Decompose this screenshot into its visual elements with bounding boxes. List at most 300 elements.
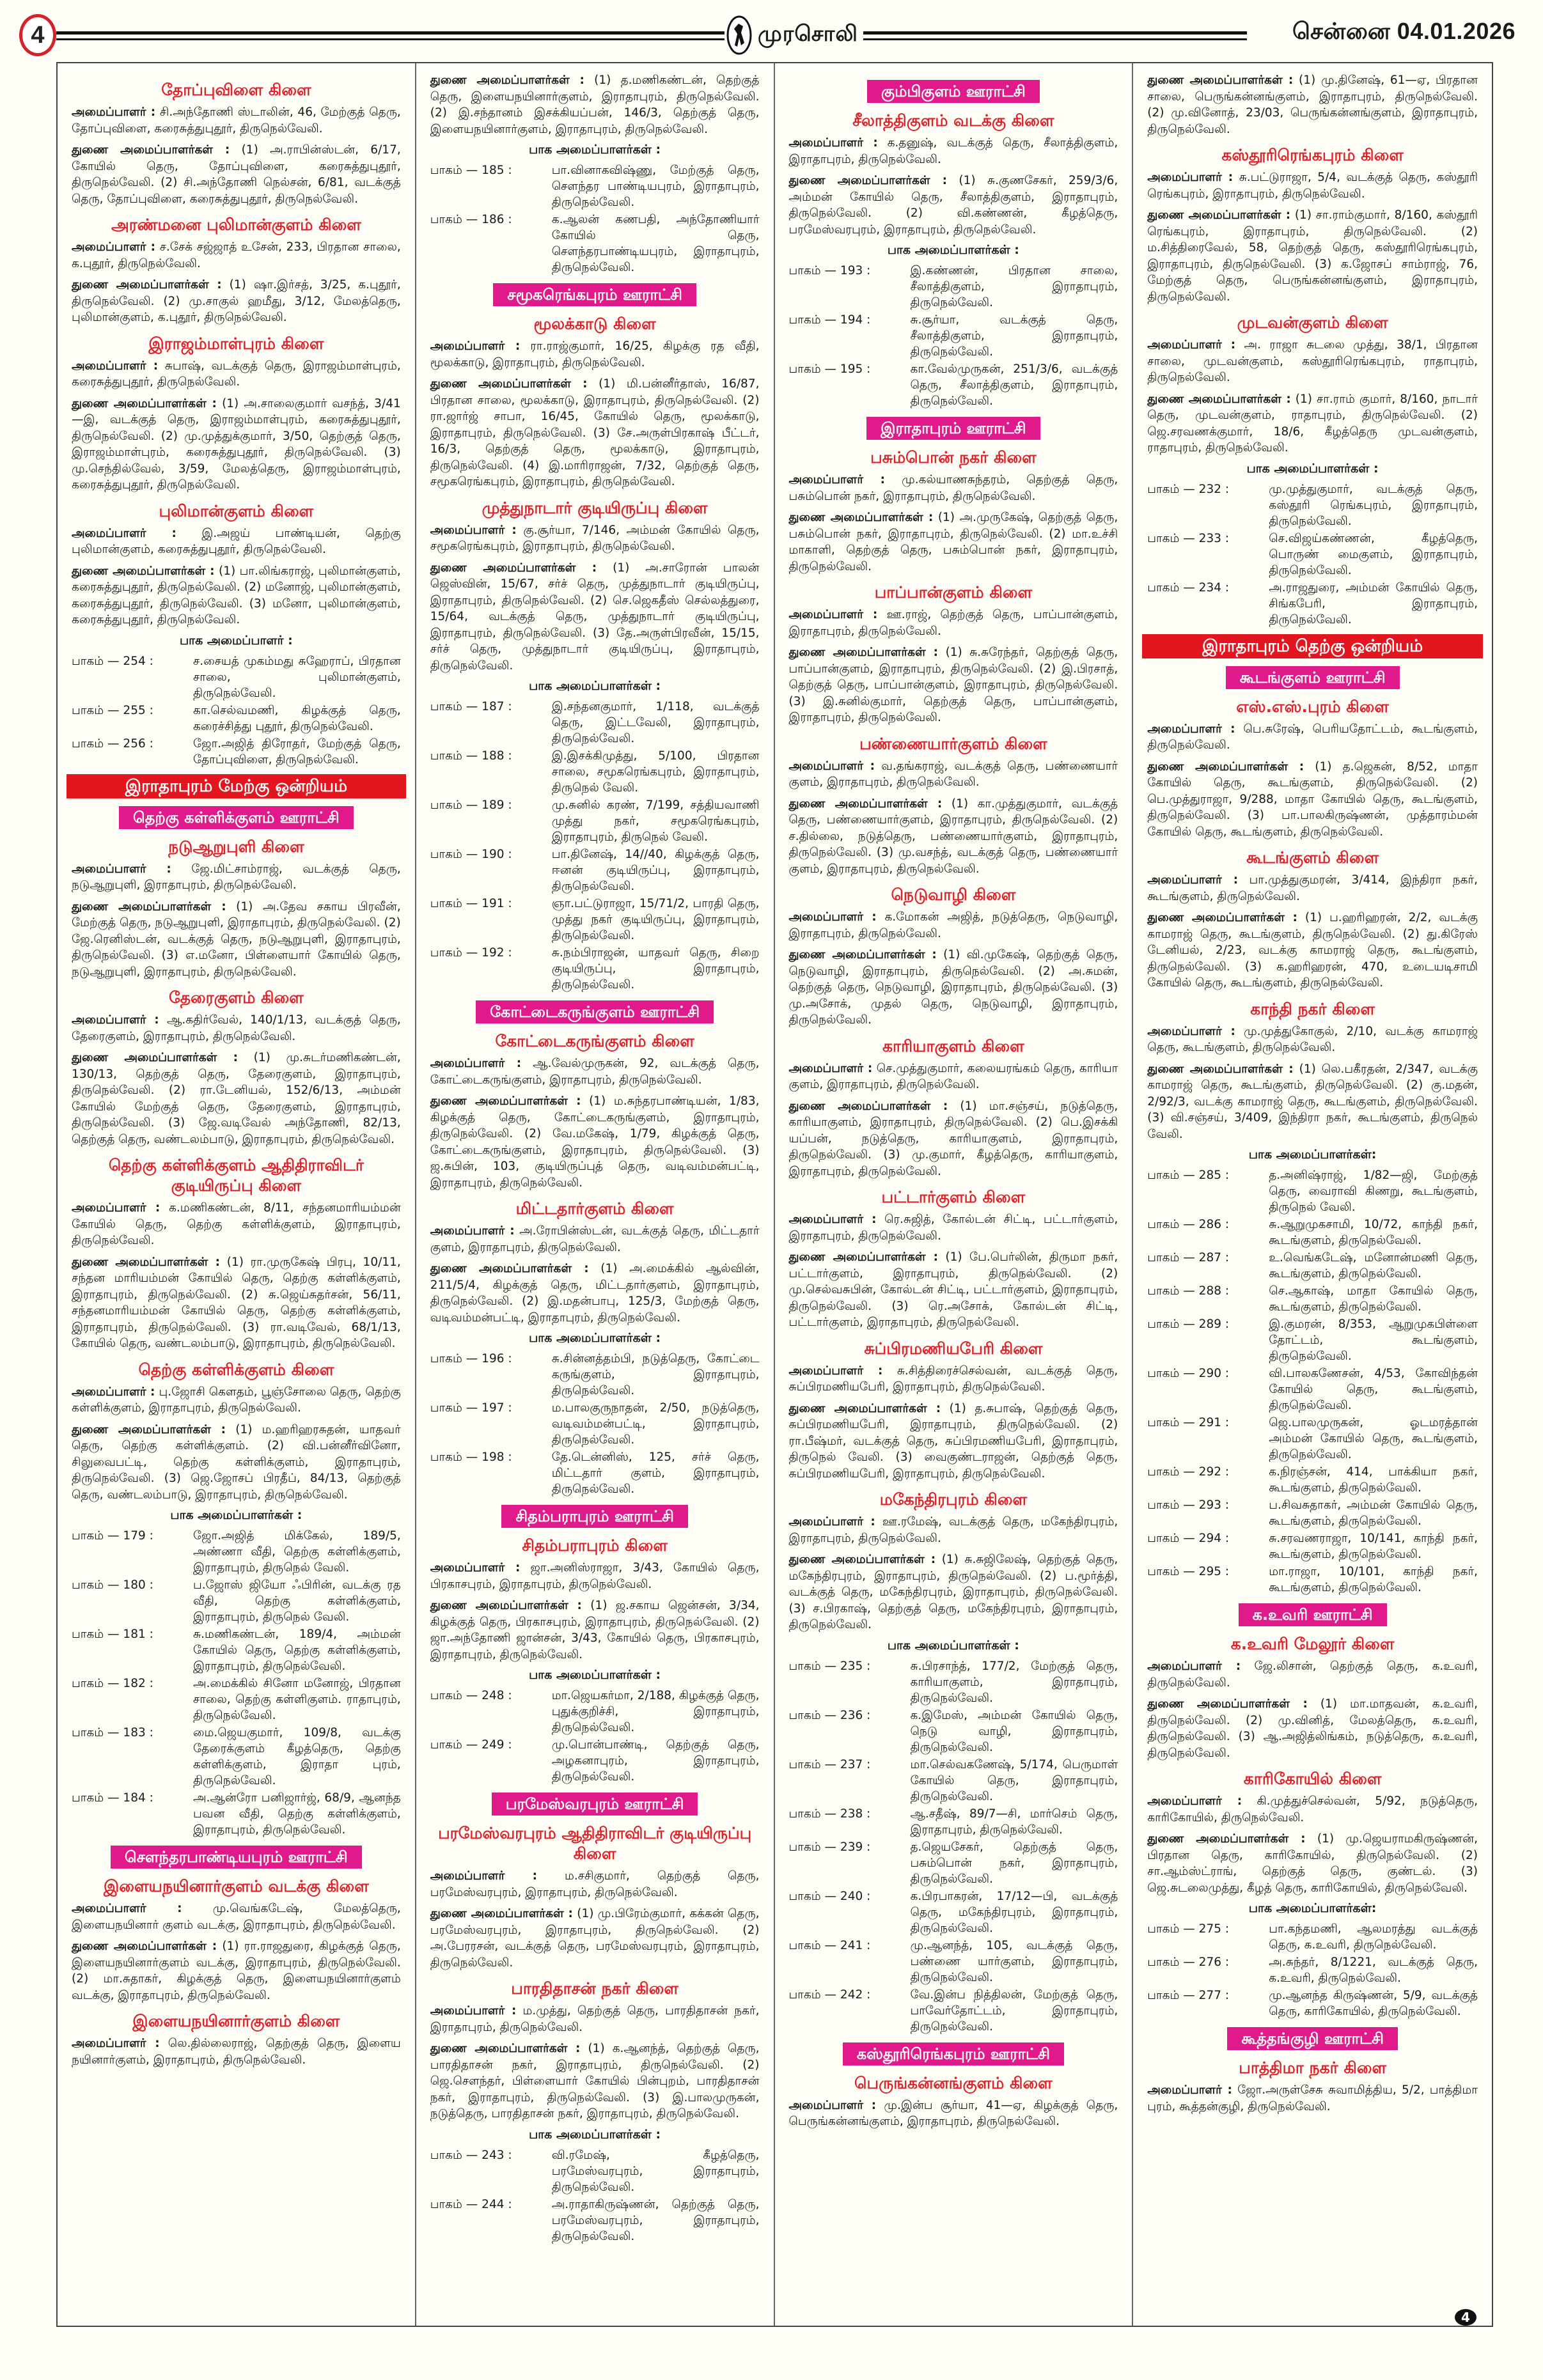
booth-number — [430, 896, 552, 944]
booth-colon: : — [1221, 1465, 1230, 1479]
branch-heading: பண்ணையார்குளம் கிளை — [859, 734, 1047, 753]
booth-number — [72, 1528, 193, 1576]
entry-label: துணை அமைப்பாளர்கள் : — [72, 278, 222, 292]
booth-organizer-text: க.பிரபாகரன், 17/12—பி, வடக்குத் தெரு, மகேந்திரபுரம், இராதாபுரம், திருநெல்வேலி. — [910, 1889, 1118, 1935]
deputy-organizers-entry — [1147, 391, 1478, 456]
booth-row — [789, 1658, 1118, 1706]
booth-colon: : — [504, 1738, 512, 1752]
booth-row — [1147, 481, 1478, 529]
booth-number — [72, 1790, 193, 1838]
booth-number-value: 232 — [1198, 482, 1221, 496]
entry-label: துணை அமைப்பாளர்கள் : — [1147, 1832, 1306, 1846]
entry-text: சு.சித்திரைச்செல்வன், வடக்குத் தெரு, சுப்பிரமணியபேரி, இராதாபுரம், திருநெல்வேலி. — [788, 1364, 1118, 1394]
branch-heading: தேரைகுளம் கிளை — [168, 988, 304, 1007]
entry-label: அமைப்பாளர் : — [1147, 1794, 1242, 1808]
entry-text: ம.சசிகுமார், தெற்குத் தெரு, பரமேஸ்வரபுரம், இராதாபுரம், திருநெல்வேலி. — [430, 1869, 760, 1899]
booth-colon: : — [145, 654, 153, 668]
booth-organizer-text: மு.சுனில் கரண், 7/199, சத்தியவாணி முத்து நகர், சமூகரெங்கபுரம், இராதாபுரம், திருநெல் வேலி. — [551, 798, 760, 844]
entry-text: ரா.ராஜ்குமார், 16/25, கிழக்கு ரத வீதி, மூலக்காடு, இராதாபுரம், திருநெல்வேலி. — [430, 339, 760, 369]
panchayat-banner-wrap — [72, 806, 401, 829]
booth-colon: : — [863, 313, 871, 327]
entry-text: (1) லெ.பகீரதன், 2/347, வடக்கு காமராஜ் தெரு, கூடங்குளம், திருநெல்வேலி. (2) கு.மதன், 2/92/3, வடக்கு காமராஜ் தெரு, கூடங்குளம், திருநெல்வேலி. (3) வி.சஞ்சய், 3/409, இந்திரா நகர், கூடங்குளம், திருநெல் வேலி. — [1147, 1062, 1478, 1141]
booth-colon: : — [863, 1987, 871, 2002]
organizer-entry — [1147, 337, 1478, 386]
booth-number — [1147, 1250, 1269, 1282]
booth-row — [430, 1737, 760, 1785]
booth-organizer-text: சு.நம்பிராஜன், யாதவர் தெரு, சிறை குடியிருப்பு, இராதாபுரம், திருநெல்வேலி. — [551, 946, 760, 992]
entry-label: துணை அமைப்பாளர்கள் : — [72, 143, 230, 157]
entry-label: துணை அமைப்பாளர்கள் : — [1147, 759, 1304, 774]
booth-prefix: பாகம் — — [1147, 1989, 1199, 2002]
booth-organizer-text: அ.ஆன்ரோ பனிஜார்ஜ், 68/9, ஆனந்த பவன வீதி, தெற்கு கள்ளிக்குளம், இராதாபுரம், திருநெல்வேலி. — [193, 1791, 401, 1837]
branch-heading: சுப்பிரமணியபேரி கிளை — [864, 1339, 1043, 1358]
booth-colon: : — [145, 1791, 153, 1805]
entry-label: துணை அமைப்பாளர்கள் : — [788, 174, 947, 187]
booth-number-value: 187 — [482, 700, 505, 713]
entry-label: துணை அமைப்பாளர்கள் : — [72, 1940, 217, 1953]
booth-number-value: 243 — [482, 2148, 505, 2162]
entry-text: மு.கல்யாணசுந்தரம், தெற்குத் தெரு, பசும்பொன் நகர், இராதாபுரம், திருநெல்வேலி. — [788, 473, 1118, 503]
entry-text: கி.முத்துச்செல்வன், 5/92, நடுத்தெரு, காரிகோயில், திருநெல்வேலி. — [1147, 1794, 1478, 1824]
booth-row — [1147, 1564, 1478, 1596]
booth-organizer-text: மா.ராஜா, 10/101, காந்தி நகர், கூடங்குளம், திருநெல்வேலி. — [1269, 1565, 1478, 1594]
entry-text: (1) சா.ராம்குமார், 8/160, கஸ்தூரி ரெங்கபுரம், இராதாபுரம், திருநெல்வேலி. (2) ம.சித்திரைவேல், 58, தெற்குத் தெரு, கஸ்தூரிரெங்கபுரம், இராதாபுரம், திருநெல்வேலி. (3) க.ஜோசப் சாம்ராஜ், 76, மேற்குத் தெரு, பெருங்கன்னங்குளம், இராதாபுரம், திருநெல்வேலி. — [1147, 208, 1478, 304]
organizer-entry — [789, 135, 1118, 167]
entry-text: கு.சூர்யா, 7/146, அம்மன் கோயில் தெரு, சமூகரெங்கபுரம், இராதாபுரம், திருநெல்வேலி. — [430, 523, 760, 553]
booth-prefix: பாகம் — — [430, 946, 482, 960]
booth-organizers-heading: பாக அமைப்பாளர்கள் : — [529, 1331, 661, 1345]
panchayat-banner-wrap — [789, 2042, 1118, 2065]
booth-number-value: 197 — [482, 1401, 505, 1415]
booth-number-value: 238 — [840, 1807, 863, 1821]
booth-row — [1147, 1987, 1478, 2019]
booth-row — [789, 1938, 1118, 1986]
entry-text: (1) ப.ஹரிஹரன், 2/2, வடக்கு காமராஜ் தெரு, கூடங்குளம், திருநெல்வேலி. (2) து.கிரேஸ் டேனியல், 2/23, வடக்கு காமராஜ் தெரு, கூடங்குளம், திருநெல்வேலி. (3) க.ஹரிஹரன், 470, உடையடிசாமி கோயில் தெரு, கூடங்குளம், திருநெல்வேலி. — [1147, 911, 1478, 990]
entry-text: ஜா.அனிஸ்ராஜா, 3/43, கோயில் தெரு, பிரகாசபுரம், இராதாபுரம், திருநெல்வேலி. — [430, 1561, 760, 1591]
branch-heading: காரிகோயில் கிளை — [1243, 1769, 1382, 1788]
booth-number-value: 248 — [482, 1689, 505, 1702]
entry-text: சு.பட்டுராஜா, 5/4, வடக்குத் தெரு, கஸ்தூரி ரெங்கபுரம், இராதாபுரம், திருநெல்வேலி. — [1147, 171, 1478, 201]
booth-colon: : — [504, 2197, 512, 2211]
entry-label: துணை அமைப்பாளர்கள் : — [788, 797, 943, 811]
entry-text: (1) மி.பன்னீர்தாஸ், 16/87, பிரதான சாலை, மூலக்காடு, இராதாபுரம், திருநெல்வேலி. (2) ரா.ஜார்ஜ் சாபா, 16/45, கோயில் தெரு, மூலக்காடு, இராதாபுரம், திருநெல்வேலி. (3) சே.அருள்பிரகாஷ் பீட்டர், 16/3, தெற்குத் தெரு, மூலக்காடு, இராதாபுரம், திருநெல்வேலி. (4) இ.மாரிராஜன், 7/32, தெற்குத் தெரு, சமூகரெங்கபுரம், இராதாபுரம், திருநெல்வேலி. — [430, 377, 760, 488]
entry-text: (1) த.சுபாஷ், தெற்குத் தெரு, சுப்பிரமணியபேரி, இராதாபுரம், திருநெல்வேலி. (2) ரா.பீஷ்மர், வடக்குத் தெரு, சுப்பிரமணியபேரி, இராதாபுரம், திருநெல் வேலி. (3) வைகுண்டராஜன், தெற்குத் தெரு, சுப்பிரமணியபேரி, இராதாபுரம், திருநெல்வேலி. — [788, 1401, 1118, 1481]
booth-colon: : — [1221, 1532, 1230, 1545]
booth-prefix: பாகம் — — [1147, 1318, 1199, 1331]
entry-label: அமைப்பாளர் : — [430, 523, 517, 537]
booth-prefix: பாகம் — — [1147, 1956, 1199, 1969]
deputy-organizers-entry — [789, 796, 1118, 878]
deputy-organizers-entry — [430, 560, 760, 674]
panchayat-banner: இராதாபுரம் ஊராட்சி — [866, 417, 1040, 440]
entry-text: ஊ.ரமேஷ், வடக்குத் தெரு, மகேந்திரபுரம், இராதாபுரம், திருநெல்வேலி. — [788, 1515, 1118, 1545]
entry-text: (1) பா.லிங்கராஜ், புலிமான்குளம், கரைசுத்துபுதூர், திருநெல்வேலி. (2) மனோஜ், புலிமான்குளம், கரைசுத்துபுதூர், திருநெல்வேலி. (3) மனோ, புலிமான்குளம், கரைசுத்துபுதூர், திருநெல்வேலி. — [72, 564, 401, 626]
panchayat-banner-wrap — [430, 1505, 760, 1528]
booth-organizer-text: பா.தினேஷ், 14//40, கிழக்குத் தெரு, ஈனன் குடியிருப்பு, இராதாபுரம், திருநெல்வேலி. — [551, 848, 760, 893]
panchayat-banner-wrap — [430, 1793, 760, 1816]
panchayat-banner-wrap — [1147, 2027, 1478, 2050]
dateline: சென்னை 04.01.2026 — [1292, 18, 1516, 44]
panchayat-banner-wrap — [72, 1846, 401, 1869]
booth-prefix: பாகம் — — [788, 1807, 840, 1821]
booth-number — [1147, 1316, 1269, 1364]
booth-number — [1147, 1954, 1269, 1986]
booth-row — [1147, 1316, 1478, 1364]
booth-number — [430, 797, 552, 845]
entry-label: அமைப்பாளர் : — [72, 359, 159, 373]
booth-colon: : — [145, 1726, 153, 1739]
booth-number — [430, 1449, 552, 1497]
entry-label: துணை அமைப்பாளர்கள் : — [1147, 392, 1291, 406]
booth-number — [1147, 1365, 1269, 1413]
entry-text: (1) அ.மைக்கில் ஆல்வின், 211/5/4, கிழக்குத் தெரு, மிட்டதார்குளம், இராதாபுரம், திருநெல்வேலி. (2) இ.மதன்பாபு, 125/3, மேற்குத் தெரு, வடிவம்மன்பட்டி, இராதாபுரம், திருநெல்வேலி. — [430, 1262, 760, 1325]
booth-colon: : — [863, 1889, 871, 1903]
panchayat-banner: சௌந்தரபாண்டியபுரம் ஊராட்சி — [111, 1846, 362, 1869]
booth-colon: : — [863, 1840, 871, 1854]
branch-heading: முடவன்குளம் கிளை — [1237, 313, 1388, 332]
booth-colon: : — [1221, 580, 1230, 595]
branch-heading: இராஜம்மாள்புரம் கிளை — [148, 334, 324, 353]
entry-label: அமைப்பாளர் : — [1147, 722, 1235, 736]
murasoli-emblem-icon — [726, 15, 753, 56]
page-number-badge: 4 — [19, 14, 56, 56]
organizer-entry — [72, 239, 401, 272]
entry-label: அமைப்பாளர் : — [1147, 873, 1239, 887]
entry-text: மு.முத்துகோகுல், 2/10, வடக்கு காமராஜ் தெரு, கூடங்குளம், திருநெல்வேலி. — [1147, 1024, 1478, 1054]
panchayat-banner-wrap — [430, 1000, 760, 1023]
booth-prefix: பாகம் — — [788, 1840, 840, 1854]
deputy-organizers-entry — [1147, 1696, 1478, 1761]
entry-text: மு.வெங்கடேஷ், மேலத்தெரு, இளையநயினார் குளம் வடக்கு, இராதாபுரம், திருநெல்வேலி. — [72, 1902, 401, 1932]
booth-colon: : — [504, 848, 512, 861]
booth-colon: : — [1221, 1498, 1230, 1512]
booth-prefix: பாகம் — — [1147, 531, 1199, 545]
booth-prefix: பாகம் — — [430, 164, 482, 177]
booth-row — [72, 1676, 401, 1723]
booth-number-value: 294 — [1198, 1532, 1221, 1545]
entry-text: (1) சா.ராம் குமார், 8/160, நாடார் தெரு, முடவன்குளம், ராதாபுரம், திருநெல்வேலி. (2) ஜெ.சரவணக்குமார், 18/6, கீழத்தெரு முடவன்குளம், ராதாபுரம், திருநெல்வேலி. — [1147, 392, 1478, 455]
branch-heading: காந்தி நகர் கிளை — [1250, 999, 1375, 1018]
booth-prefix: பாகம் — — [788, 1987, 840, 2002]
branch-heading: பாப்பான்குளம் கிளை — [874, 583, 1033, 602]
deputy-organizers-entry — [72, 1050, 401, 1147]
booth-prefix: பாகம் — — [788, 264, 840, 277]
booth-number — [1147, 481, 1269, 529]
booth-organizer-text: ஞா.பட்டுராஜா, 15/71/2, பாரதி தெரு, முத்து நகர் குடியிருப்பு, இராதாபுரம், திருநெல்வேலி. — [551, 897, 760, 942]
booth-number-value: 244 — [482, 2197, 505, 2211]
booth-number-value: 276 — [1198, 1956, 1221, 1969]
organizer-entry — [789, 1363, 1118, 1396]
booth-prefix: பாகம் — — [72, 703, 123, 717]
booth-organizer-text: பா.வினாகவிஷ்ணு, மேற்குத் தெரு, சௌந்தர பாண்டியபுரம், இராதாபுரம், திருநெல்வேலி. — [551, 164, 760, 209]
newspaper-logo — [726, 13, 863, 58]
booth-colon: : — [504, 749, 512, 763]
booth-organizer-text: சு.ஆறுமுகசாமி, 10/72, காந்தி நகர், கூடங்குளம், திருநெல்வேலி. — [1269, 1218, 1478, 1247]
entry-label: அமைப்பாளர் : — [788, 1364, 883, 1378]
booth-number-value: 255 — [123, 703, 146, 717]
panchayat-banner-wrap — [430, 283, 760, 306]
booth-number-value: 186 — [482, 213, 505, 226]
entry-label: அமைப்பாளர் : — [72, 1902, 182, 1915]
entry-text: (1) சு.குணசேகர், 259/3/6, அம்மன் கோயில் தெரு, சீலாத்திகுளம், இராதாபுரம், திருநெல்வேலி. (2) வி.கண்ணன், கீழத்தெரு, பரமேஸ்வரபுரம், இராதாபுரம், திருநெல்வேலி. — [788, 174, 1118, 237]
entry-label: துணை அமைப்பாளர்கள் : — [72, 564, 215, 578]
booth-colon: : — [145, 1529, 153, 1543]
booth-organizer-text: வே.இன்ப நித்திலன், மேற்குத் தெரு, பாவேர்தோட்டம், இராதாபுரம், திருநெல்வேலி. — [910, 1987, 1118, 2034]
booth-prefix: பாகம் — — [1147, 1251, 1199, 1264]
booth-row — [72, 1577, 401, 1625]
booth-number-value: 179 — [123, 1529, 146, 1543]
panchayat-banner-wrap — [1147, 666, 1478, 689]
booth-organizer-text: சு.பிரசாந்த், 177/2, மேற்குத் தெரு, காரியாகுளம், இராதாபுரம், திருநெல்வேலி. — [910, 1659, 1118, 1705]
deputy-organizers-entry — [1147, 910, 1478, 992]
entry-label: துணை அமைப்பாளர்கள் : — [788, 1401, 941, 1415]
branch-heading: தெற்கு கள்ளிக்குளம் கிளை — [138, 1360, 334, 1379]
booth-organizer-text: இ.கண்ணன், பிரதான சாலை, சீலாத்திகுளம், இராதாபுரம், திருநெல்வேலி. — [910, 264, 1118, 309]
booth-prefix: பாகம் — — [788, 1889, 840, 1903]
booth-prefix: பாகம் — — [430, 848, 482, 861]
booth-colon: : — [1221, 1318, 1230, 1331]
deputy-organizers-entry — [72, 396, 401, 494]
booth-row — [430, 1400, 760, 1448]
entry-text: பெ.சுரேஷ், பெரியதோட்டம், கூடங்குளம், திருநெல்வேலி. — [1147, 722, 1478, 752]
booth-number-value: 191 — [482, 897, 505, 910]
booth-row — [430, 162, 760, 210]
organizer-entry — [789, 758, 1118, 791]
branch-heading: நெடுவாழி கிளை — [891, 885, 1016, 904]
booth-organizer-text: ம.பாலகுருநாதன், 2/50, நடுத்தெரு, வடிவம்மன்பட்டி, இராதாபுரம், திருநெல்வேலி. — [551, 1401, 760, 1447]
booth-number — [72, 1626, 193, 1674]
booth-organizer-text: மா.செல்வகணேஷ், 5/174, பெருமாள் கோயில் தெரு, இராதாபுரம், திருநெல்வேலி. — [910, 1757, 1118, 1803]
booth-number-value: 194 — [840, 313, 863, 327]
booth-organizer-text: ஆ.சதீஷ், 89/7—சி, மார்செம் தெரு, இராதாபுரம், திருநெல்வேலி. — [910, 1807, 1118, 1837]
branch-heading: தோப்புவிளை கிளை — [161, 81, 311, 99]
booth-organizer-text: வி.பாலகணேசன், 4/53, கோவிந்தன் கோயில் தெரு, கூடங்குளம், திருநெல்வேலி. — [1269, 1367, 1478, 1412]
booth-organizer-text: அ.ராதாகிருஷ்ணன், தெற்குத் தெரு, பரமேஸ்வரபுரம், இராதாபுரம், திருநெல்வேலி. — [551, 2197, 760, 2243]
organizer-entry — [1147, 169, 1478, 202]
entry-label: துணை அமைப்பாளர்கள் : — [430, 74, 584, 87]
booth-number-value: 240 — [840, 1889, 863, 1903]
booth-organizer-text: பா.கந்தமணி, ஆலமரத்து வடக்குத் தெரு, க.உவரி, திருநெல்வேலி. — [1269, 1922, 1478, 1952]
booth-colon: : — [1221, 1956, 1230, 1969]
booth-colon: : — [1221, 1565, 1230, 1578]
organizer-entry — [430, 1223, 760, 1256]
entry-label: அமைப்பாளர் : — [788, 608, 878, 621]
booth-colon: : — [504, 700, 512, 713]
booth-prefix: பாகம் — — [788, 1659, 840, 1673]
booth-row — [72, 653, 401, 701]
booth-organizer-text: மா.ஜெயகர்மா, 2/188, கிழக்குத் தெரு, புதுக்குறிச்சி, இராதாபுரம், திருநெல்வேலி. — [551, 1689, 760, 1734]
booth-prefix: பாகம் — — [788, 362, 840, 376]
deputy-organizers-entry — [789, 509, 1118, 575]
booth-colon: : — [504, 213, 512, 226]
booth-prefix: பாகம் — — [788, 1708, 840, 1722]
booth-number — [789, 1938, 911, 1986]
booth-colon: : — [1221, 1367, 1230, 1380]
entry-text: ஊ.ராஜ், தெற்குத் தெரு, பாப்பான்குளம், இராதாபுரம், திருநெல்வேலி. — [788, 608, 1118, 638]
booth-prefix: பாகம் — — [1147, 580, 1199, 595]
booth-number — [789, 263, 911, 311]
entry-text: க.தனுஷ், வடக்குத் தெரு, சீலாத்திகுளம், இராதாபுரம், திருநெல்வேலி. — [788, 136, 1118, 166]
entry-label: அமைப்பாளர் : — [72, 526, 176, 540]
booth-number — [1147, 1987, 1269, 2019]
deputy-organizers-entry — [1147, 207, 1478, 305]
entry-label: துணை அமைப்பாளர்கள் : — [72, 1255, 221, 1269]
booth-number-value: 286 — [1198, 1218, 1221, 1231]
booth-number-value: 293 — [1198, 1498, 1221, 1512]
organizer-entry — [72, 861, 401, 894]
booth-organizer-text: ப.சிவசுதாகர், அம்மன் கோயில் தெரு, கூடங்குளம், திருநெல்வேலி. — [1269, 1498, 1478, 1528]
booth-prefix: பாகம் — — [1147, 1367, 1199, 1380]
branch-heading: எஸ்.எஸ்.புரம் கிளை — [1236, 697, 1389, 716]
booth-organizer-text: மு.முத்துகுமார், வடக்குத் தெரு, கஸ்தூரி ரெங்கபுரம், இராதாபுரம், திருநெல்வேலி. — [1269, 482, 1478, 528]
footer-page-number: 4 — [1455, 2309, 1476, 2326]
organizer-entry — [72, 358, 401, 391]
entry-label: அமைப்பாளர் : — [430, 1561, 521, 1575]
booth-organizer-text: அ.ராஜதுரை, அம்மன் கோயில் தெரு, சிங்கபேரி, இராதாபுரம், திருநெல்வேலி. — [1269, 580, 1478, 626]
booth-number-value: 190 — [482, 848, 505, 861]
branch-heading: கஸ்தூரிரெங்கபுரம் கிளை — [1221, 146, 1404, 164]
booth-row — [789, 1806, 1118, 1838]
branch-heading: காரியாகுளம் கிளை — [882, 1036, 1024, 1055]
booth-organizer-text: செ.ஆகாஷ், மாதா கோயில் தெரு, கூடங்குளம், திருநெல்வேலி. — [1269, 1284, 1478, 1314]
deputy-organizers-entry — [430, 1906, 760, 1971]
entry-label: துணை அமைப்பாளர்கள் : — [72, 899, 226, 914]
entry-text: மு.இன்ப சூர்யா, 41—ஏ, கிழக்குத் தெரு, பெருங்கன்னங்குளம், இராதாபுரம், திருநெல்வேலி. — [788, 2098, 1118, 2128]
booth-organizers-heading: பாக அமைப்பாளர் : — [180, 633, 293, 648]
entry-text: க.மோகன் அஜித், நடுத்தெரு, நெடுவாழி, இராதாபுரம், திருநெல்வேலி. — [788, 910, 1118, 940]
entry-label: துணை அமைப்பாளர்கள் : — [430, 1907, 573, 1920]
organizer-entry — [789, 1211, 1118, 1244]
branch-heading: மிட்டதார்குளம் கிளை — [515, 1199, 674, 1218]
branch-heading: கூடங்குளம் கிளை — [1246, 848, 1379, 867]
booth-row — [789, 312, 1118, 360]
booth-row — [789, 1987, 1118, 2035]
booth-row — [1147, 1530, 1478, 1562]
entry-text: (1) அ.சாரோன் பாலன் ஜெஸ்வின், 15/67, சர்ச் தெரு, முத்துநாடார் குடியிருப்பு, இராதாபுரம், திருநெல்வேலி. (2) செ.ஜெகதீஸ் செல்லத்துரை, 15/64, வடக்குத் தெரு, முத்துநாடார் குடியிருப்பு, இராதாபுரம், திருநெல்வேலி. (3) தே.அருள்பிரவீன், 15/15, சர்ச் தெரு, முத்துநாடார் குடியிருப்பு, இராதாபுரம், திருநெல்வேலி. — [430, 561, 760, 673]
branch-heading: பசும்பொன் நகர் கிளை — [870, 448, 1037, 467]
entry-text: (1) பே.பெர்லின், திருமா நகர், பட்டார்குளம், இராதாபுரம், திருநெல்வேலி. (2) மு.செல்வசுபின், கோல்டன் சிட்டி, பட்டார்குளம், இராதாபுரம், திருநெல்வேலி. (3) ரெ.அசோக், கோல்டன் சிட்டி, பட்டார்குளம், இராதாபுரம், திருநெல்வேலி. — [788, 1250, 1118, 1329]
booth-number — [430, 748, 552, 796]
deputy-organizers-entry — [72, 1422, 401, 1504]
booth-organizer-text: மு.ஆனந்த கிருஷ்ணன், 5/9, வடக்குத் தெரு, காரிகோயில், திருநெல்வேலி. — [1269, 1989, 1478, 2018]
entry-text: (1) மு.ஜெயராமகிருஷ்ணன், பிரதான தெரு, காரிகோயில், திருநெல்வேலி. (2) சா.ஆம்ஸ்ட்ராங், தெற்குத் தெரு, குண்டல். (3) ஜெ.சுடலைமுத்து, கீழத் தெரு, காரிகோயில், திருநெல்வேலி. — [1147, 1832, 1478, 1895]
organizer-entry — [789, 1061, 1118, 1093]
entry-text: (1) அ.சாலைகுமார் வசந்த், 3/41—இ, வடக்குத் தெரு, இராஜம்மாள்புரம், கரைசுத்துபுதூர், திருநெல்வேலி. (2) மு.முத்துக்குமார், 3/50, தெற்குத் தெரு, இராஜம்மாள்புரம், கரைசுத்துபுதூர், திருநெல்வேலி. (3) மு.செந்தில்வேல், 3/59, மேலத்தெரு, இராஜம்மாள்புரம், கரைசுத்துபுதூர், திருநெல்வேலி. — [72, 396, 401, 492]
entry-label: துணை அமைப்பாளர்கள் : — [788, 511, 934, 524]
booth-row — [72, 1528, 401, 1576]
deputy-organizers-entry — [789, 1401, 1118, 1482]
entry-text: (1) மு.தினேஷ், 61—ஏ, பிரதான சாலை, பெருங்கன்னங்குளம், இராதாபுரம், திருநெல்வேலி. (2) மு.வினோத், 23/03, பெருங்கன்னங்குளம், இராதாபுரம், திருநெல்வேலி. — [1147, 74, 1478, 136]
entry-text: (1) மு.சுடர்மணிகண்டன், 130/13, தெற்குத் தெரு, தேரைகுளம், இராதாபுரம், திருநெல்வேலி. (2) ரா.டேனியல், 152/6/13, அம்மன் கோயில் மேற்குத் தெரு, தேரைகுளம், இராதாபுரம், திருநெல்வேலி. (3) ஜே.வடிவேல் அந்தோணி, 82/13, தெற்குத் தெரு, வண்டலம்பாடு, இராதாபுரம், திருநெல்வேலி. — [72, 1051, 401, 1146]
booth-prefix: பாகம் — — [430, 2148, 482, 2162]
branch-heading: மூலக்காடு கிளை — [533, 315, 656, 333]
booth-organizers-heading: பாக அமைப்பாளர்கள்: — [1248, 1147, 1377, 1162]
deputy-organizers-entry — [72, 277, 401, 326]
booth-number — [430, 2147, 552, 2195]
booth-row — [1147, 1250, 1478, 1282]
branch-heading: நடுஆறுபுளி கிளை — [168, 837, 304, 856]
booth-colon: : — [1221, 531, 1230, 545]
entry-label: துணை அமைப்பாளர்கள் : — [788, 1250, 938, 1264]
booth-colon: : — [145, 736, 153, 751]
booth-row — [72, 703, 401, 735]
deputy-organizers-entry — [72, 899, 401, 981]
booth-number — [1147, 531, 1269, 579]
entry-label: அமைப்பாளர் : — [1147, 2083, 1232, 2097]
entry-label: துணை அமைப்பாளர்கள் : — [72, 396, 217, 410]
booth-organizers-heading: பாக அமைப்பாளர்கள் : — [529, 1668, 661, 1682]
booth-number — [430, 1737, 552, 1785]
booth-row — [1147, 1921, 1478, 1953]
branch-heading: க.உவரி மேலூர் கிளை — [1230, 1635, 1395, 1653]
entry-label: துணை அமைப்பாளர்கள் : — [788, 1099, 948, 1113]
booth-organizers-heading: பாக அமைப்பாளர்கள் : — [887, 1638, 1019, 1653]
deputy-organizers-entry — [72, 1254, 401, 1352]
booth-colon: : — [863, 1938, 871, 1952]
entry-text: (1) த.ஜெகன், 8/52, மாதா கோயில் தெரு, கூடங்குளம், திருநெல்வேலி. (2) பெ.முத்துராஜா, 9/288, மாதா கோயில் தெரு, கூடங்குளம், திருநெல்வேலி. (3) பா.பாலகிருஷ்ணன், முத்தாரம்மன் கோயில் தெரு, கூடங்குளம், திருநெல்வேலி. — [1147, 759, 1478, 839]
booth-prefix: பாகம் — — [1147, 1416, 1199, 1429]
booth-colon: : — [1221, 1284, 1230, 1298]
booth-number-value: 198 — [482, 1451, 505, 1464]
article-columns — [56, 62, 1493, 2327]
entry-text: சி.அந்தோணி ஸ்டாலின், 46, மேற்குத் தெரு, தோப்புவிளை, கரைசுத்துபுதூர், திருநெல்வேலி. — [72, 105, 401, 136]
booth-number — [789, 1888, 911, 1936]
panchayat-banner: கூடங்குளம் ஊராட்சி — [1226, 666, 1400, 689]
booth-number — [72, 1577, 193, 1625]
branch-heading: மகேந்திரபுரம் கிளை — [879, 1490, 1028, 1509]
entry-label: அமைப்பாளர் : — [430, 1869, 538, 1883]
branch-heading: கோட்டைகருங்குளம் கிளை — [495, 1032, 694, 1050]
booth-number — [430, 1351, 552, 1399]
booth-prefix: பாகம் — — [1147, 482, 1199, 496]
booth-number-value: 234 — [1198, 580, 1221, 595]
booth-row — [430, 748, 760, 796]
entry-text: ம.முத்து, தெற்குத் தெரு, பாரதிதாசன் நகர், இராதாபுரம், திருநெல்வேலி. — [430, 2004, 760, 2034]
booth-row — [1147, 580, 1478, 628]
organizer-entry — [72, 104, 401, 137]
booth-prefix: பாகம் — — [72, 1791, 123, 1805]
deputy-organizers-entry — [430, 1261, 760, 1326]
branch-heading: முத்துநாடார் குடியிருப்பு கிளை — [482, 498, 708, 517]
booth-number — [1147, 1283, 1269, 1315]
deputy-organizers-entry — [72, 142, 401, 207]
booth-number — [72, 703, 193, 735]
booth-organizers-heading: பாக அமைப்பாளர்கள் : — [1246, 461, 1379, 476]
booth-prefix: பாகம் — — [430, 1738, 482, 1752]
booth-colon: : — [1221, 1922, 1230, 1936]
booth-number — [1147, 580, 1269, 628]
booth-organizer-text: மு.ஆனந்த், 105, வடக்குத் தெரு, பண்ணை யார்குளம், இராதாபுரம், திருநெல்வேலி. — [910, 1938, 1118, 1984]
booth-number-value: 292 — [1198, 1465, 1221, 1479]
deputy-organizers-entry — [789, 1098, 1118, 1180]
booth-number-value: 237 — [840, 1757, 863, 1771]
entry-text: செ.முத்துகுமார், கலையரங்கம் தெரு, காரியா குளம், இராதாபுரம், திருநெல்வேலி. — [788, 1061, 1118, 1091]
deputy-organizers-entry — [789, 947, 1118, 1029]
booth-number — [430, 846, 552, 894]
booth-row — [789, 361, 1118, 409]
booth-organizers-heading: பாக அமைப்பாளர்கள்: — [1248, 1901, 1377, 1915]
booth-row — [1147, 1497, 1478, 1529]
panchayat-banner: க.உவரி ஊராட்சி — [1239, 1603, 1387, 1626]
column-3 — [775, 63, 1134, 2326]
booth-number — [789, 1757, 911, 1805]
panchayat-banner: கோட்டைகருங்குளம் ஊராட்சி — [476, 1000, 714, 1023]
booth-number-value: 188 — [482, 749, 505, 763]
booth-row — [1147, 531, 1478, 579]
entry-text: (1) அ.முருகேஷ், தெற்குத் தெரு, பசும்பொன் நகர், இராதாபுரம், திருநெல்வேலி. (2) மா.உச்சி மாகாளி, தெற்குத் தெரு, பசும்பொன் நகர், இராதாபுரம், திருநெல்வேலி. — [788, 511, 1118, 573]
booth-organizer-text: தே.டென்னிஸ், 125, சர்ச் தெரு, மிட்டதார் குளம், இராதாபுரம், திருநெல்வேலி. — [551, 1451, 760, 1496]
entry-label: அமைப்பாளர் : — [1147, 1024, 1235, 1038]
